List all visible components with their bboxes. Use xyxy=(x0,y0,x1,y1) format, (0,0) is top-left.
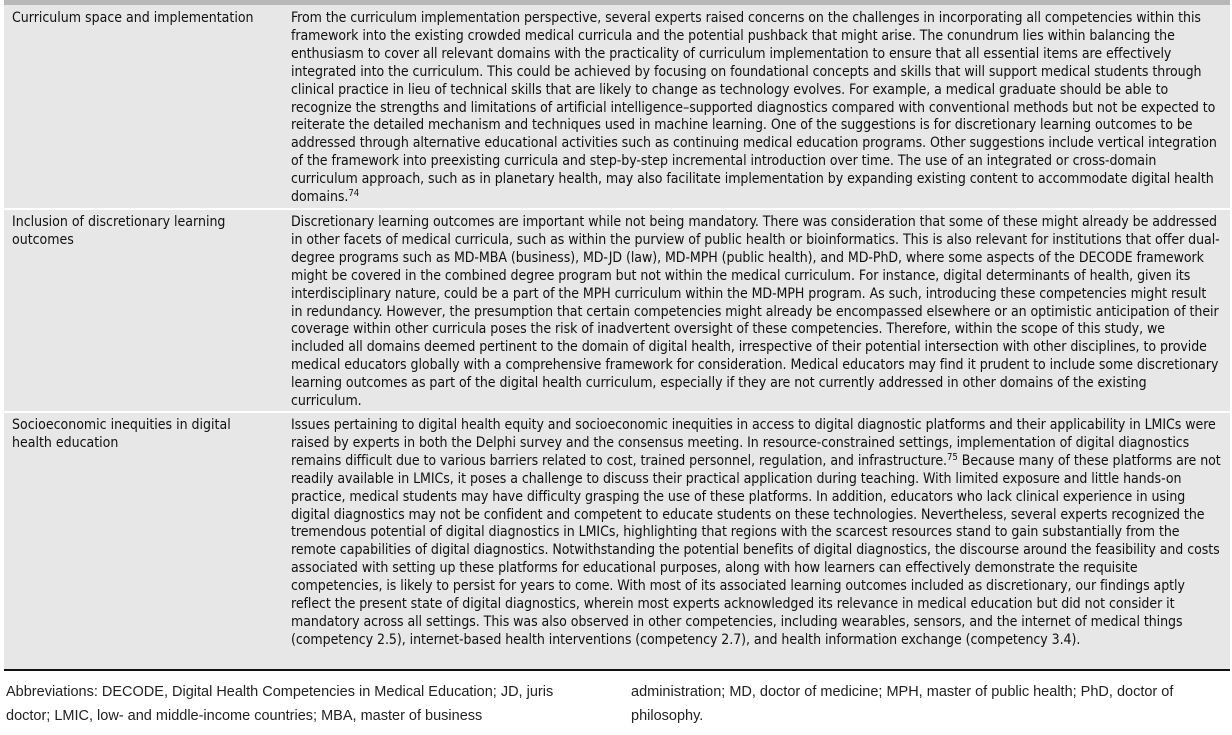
row-heading: Socioeconomic inequities in digital health education xyxy=(12,417,231,451)
row-text xyxy=(291,214,1221,411)
reference-superscript: 74 xyxy=(348,188,360,200)
row-text-span: Because many of these platforms are not readily available in LMICs, it poses a challenge to discuss their practical application during teaching. With limited exposure and little hands-on practice, medical students may have difficulty grasping the use of these platforms. In addition, educators who lack clinical experience in using digital diagnostics may not be confident and competent to educate students on these technologies. Nevertheless, several experts recognized the tremendous potential of digital diagnostics in LMICs, highlighting that regions with the scarcest resources stand to gain substantially from the remote capabilities of digital diagnostics. Notwithstanding the potential benefits of digital diagnostics, the discourse around the feasibility and costs associated with setting up these platforms for educational purposes, along with how learners can effectively demonstrate the requisite competencies, is likely to persist for years to come. With most of its associated learning outcomes included as discretionary, our findings aptly reflect the present state of digital diagnostics, wherein most experts acknowledged its relevance in medical education but did not consider it mandatory across all settings. This was also observed in other competencies, including wearables, sensors, and the internet of medical things (competency 2.5), internet-based health interventions (competency 2.7), and health information exchange (competency 3.4). xyxy=(291,452,1221,648)
row-heading: Curriculum space and implementation xyxy=(12,10,254,26)
row-heading: Inclusion of discretionary learning outcomes xyxy=(12,214,226,248)
row-text xyxy=(291,10,1221,207)
table-row xyxy=(4,210,1230,411)
abbreviations-footnote-right: administration; MD, doctor of medicine; MPH, master of public health; PhD, doctor of philosophy. xyxy=(631,684,1174,724)
row-text-span: From the curriculum implementation perspective, several experts raised concerns on the challenges in incorporating all competencies within this framework into the existing crowded medical curricula and the potential pushback that might arise. The conundrum lies within balancing the enthusiasm to cover all relevant domains with the practicality of curriculum implementation to ensure that all essential items are effectively integrated into the curriculum. This could be achieved by focusing on foundational concepts and skills that will support medical students through clinical practice in lieu of technical skills that are likely to change as technology evolves. For example, a medical graduate should be able to recognize the strengths and limitations of artificial intelligence–supported diagnostics compared with conventional methods but not be expected to reiterate the detailed mechanism and techniques used in machine learning. One of the suggestions is for discretionary learning outcomes to be addressed through alternative educational activities such as continuing medical education programs. Other suggestions include vertical integration of the framework into preexisting curricula and step-by-step incremental introduction over time. The use of an integrated or cross-domain curriculum approach, such as in planetary health, may also facilitate implementation by expanding existing content to accommodate digital health domains. xyxy=(291,10,1217,206)
reference-superscript: 75 xyxy=(947,451,958,463)
row-text-span: Discretionary learning outcomes are important while not being mandatory. There was consideration that some of these might already be addressed in other facets of medical curricula, such as within the purview of public health or bioinformatics. This is also relevant for institutions that offer dual-degree programs such as MD-MBA (business), MD-JD (law), MD-MPH (public health), and MD-PhD, where some aspects of the DECODE framework might be covered in the combined degree program but not within the medical curriculum. For instance, digital determinants of health, given its interdisciplinary nature, could be a part of the MPH curriculum within the MD-MPH program. As such, introducing these competencies might result in redundancy. However, the presumption that certain competencies might already be encompassed elsewhere or an optimistic anticipation of their coverage within other curricula poses the risk of inadvertent oversight of these competencies. Therefore, within the scope of this study, we included all domains deemed pertinent to the domain of digital health, irrespective of their potential intersection with other disciplines, to provide medical educators globally with a comprehensive framework for consideration. Medical educators may find it prudent to include some discretionary learning outcomes as part of the digital health curriculum, especially if they are not currently addressed in other domains of the existing curriculum. xyxy=(291,214,1220,410)
table-row xyxy=(4,5,1230,208)
table-row xyxy=(4,413,1230,669)
row-text-span: Issues pertaining to digital health equity and socioeconomic inequities in access to digital diagnostic platforms and their applicability in LMICs were raised by experts in both the Delphi survey and the consensus meeting. In resource-constrained settings, implementation of digital diagnostics remains difficult due to various barriers related to cost, trained personnel, regulation, and infrastructure. xyxy=(291,417,1216,469)
row-text xyxy=(291,417,1221,650)
bottom-divider xyxy=(4,669,1230,671)
abbreviations-footnote-left: Abbreviations: DECODE, Digital Health Competencies in Medical Education; JD, juris doctor; LMIC, low- and middle-income countries; MBA, master of business xyxy=(6,684,554,724)
